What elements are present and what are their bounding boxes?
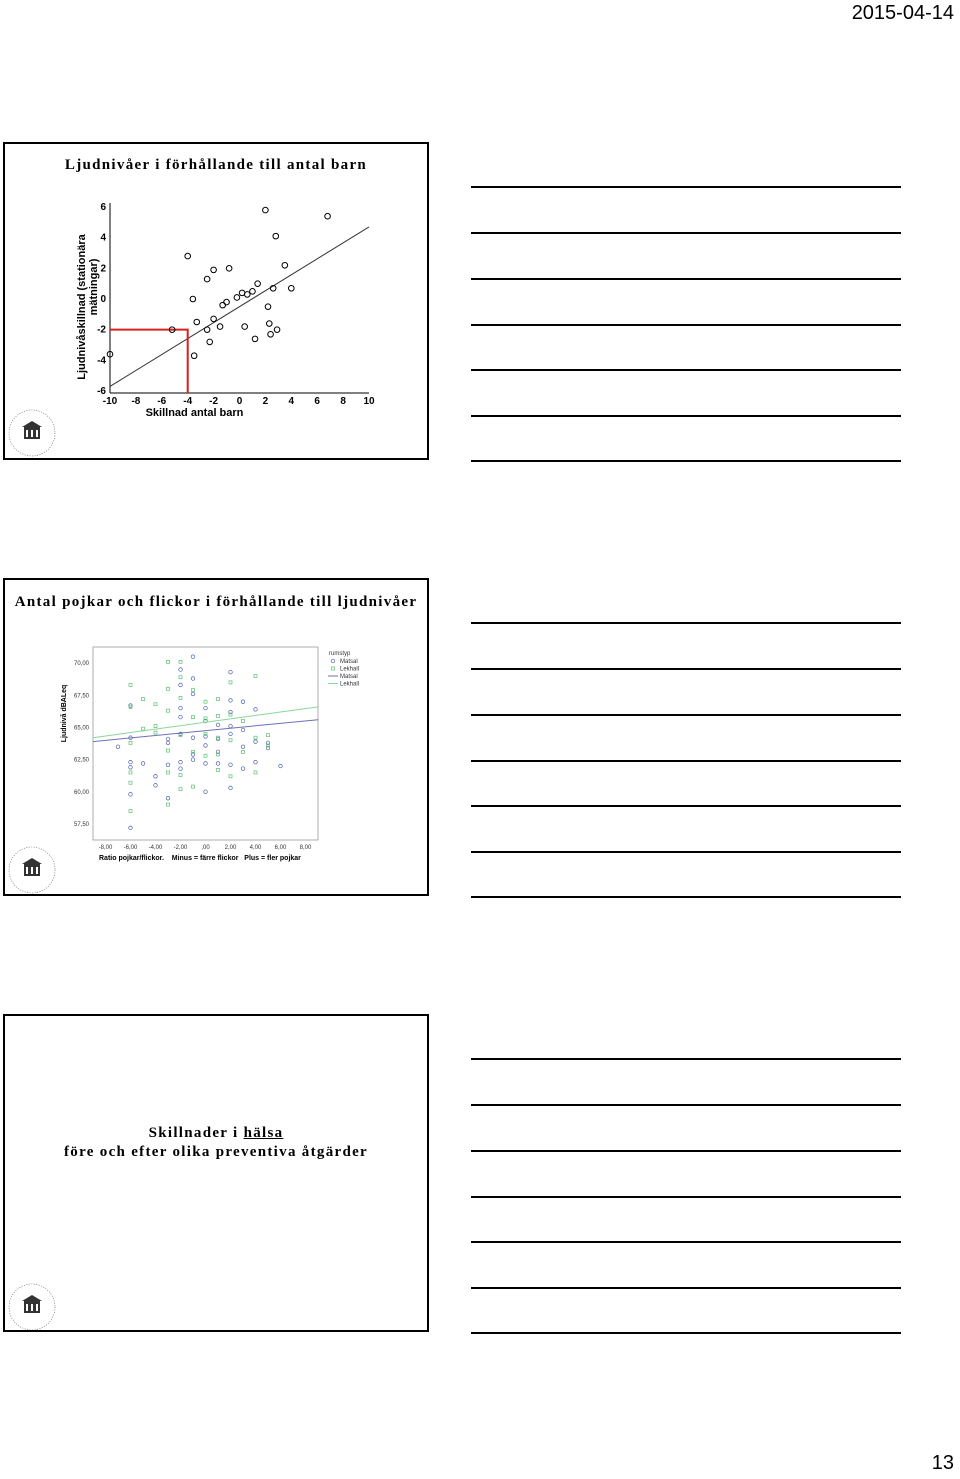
x-tick-label: -4,00 (148, 845, 163, 851)
notes-line (471, 1332, 901, 1334)
scatter-chart-children (5, 144, 427, 458)
notes-line (471, 622, 901, 624)
notes-line (471, 896, 901, 898)
y-tick-label: 0 (100, 294, 106, 305)
data-point (217, 324, 223, 330)
x-tick-label: ,00 (201, 845, 210, 851)
notes-line (471, 1150, 901, 1152)
legend-title: rumstyp (329, 651, 351, 657)
data-point (266, 321, 272, 327)
notes-line (471, 851, 901, 853)
slide-3-title (5, 1124, 427, 1162)
data-point (252, 336, 258, 342)
y-axis-label: Ljudnivå dBALeq (61, 684, 68, 743)
notes-line (471, 369, 901, 371)
x-tick-label: 8 (340, 396, 346, 407)
legend-item-label: Matsal (340, 674, 358, 680)
slide-1-title: Ljudnivåer i förhållande till antal barn (64, 157, 368, 173)
notes-line (471, 668, 901, 670)
notes-line (471, 1196, 901, 1198)
x-tick-label: 4,00 (249, 845, 262, 851)
notes-line (471, 714, 901, 716)
data-point (234, 295, 240, 301)
data-point (185, 253, 191, 259)
x-tick-label: 2,00 (224, 845, 237, 851)
notes-line (471, 278, 901, 280)
legend-item-label: Matsal (340, 659, 358, 665)
y-tick-label: 4 (100, 232, 106, 244)
x-axis-label: Skillnad antal barn (145, 407, 244, 419)
x-tick-label: -6,00 (123, 845, 138, 851)
data-point (289, 285, 295, 291)
y-axis-label: Ljudnivåskillnad (stationära (76, 234, 88, 380)
x-tick-label: 0 (236, 396, 243, 407)
data-point (220, 302, 226, 308)
notes-line (471, 324, 901, 326)
x-tick-label: 8,00 (299, 845, 312, 851)
y-tick-label: -2 (97, 324, 106, 336)
y-tick-label: 65,00 (73, 725, 89, 732)
y-tick-label: 57,50 (73, 821, 89, 828)
data-point (204, 276, 210, 282)
slide-3-title-prefix: Skillnader i (148, 1125, 244, 1141)
data-point (190, 296, 196, 302)
page-number: 13 (931, 1452, 954, 1474)
x-tick-label: 6,00 (274, 845, 287, 851)
legend-marker (331, 659, 335, 663)
notes-line (471, 1241, 901, 1243)
document-date: 2015-04-14 (851, 2, 954, 24)
slide-3-title-underlined: hälsa (243, 1125, 284, 1141)
notes-line (471, 805, 901, 807)
notes-line (471, 415, 901, 417)
data-point (211, 316, 217, 322)
data-point (204, 327, 210, 333)
data-point (194, 319, 200, 325)
data-point (268, 331, 274, 337)
x-axis-label: Ratio pojkar/flickor. Minus = färre flickor Plus = fler pojkar (99, 855, 301, 862)
data-point (226, 266, 232, 272)
notes-line (471, 760, 901, 762)
data-point (191, 353, 197, 359)
data-point (207, 339, 213, 345)
x-tick-label: -4 (183, 396, 193, 407)
x-tick-label: -10 (102, 396, 118, 407)
data-point (244, 292, 250, 298)
x-tick-label: -6 (157, 396, 167, 407)
umea-university-logo (7, 408, 57, 458)
x-tick-label: 10 (363, 396, 375, 407)
slide-3 (3, 1014, 429, 1332)
regression-line (110, 227, 369, 386)
x-tick-label: 2 (262, 396, 269, 407)
x-tick-label: -2 (209, 396, 219, 407)
notes-line (471, 1058, 901, 1060)
data-point (255, 281, 261, 287)
umea-university-logo (7, 845, 57, 895)
y-tick-label: 60,00 (73, 789, 89, 796)
x-tick-label: -2,00 (173, 845, 188, 851)
y-tick-label: 2 (100, 263, 106, 275)
umea-university-logo (7, 1282, 57, 1332)
data-point (211, 267, 217, 273)
y-tick-label: -4 (97, 355, 106, 367)
y-tick-label: 62,50 (73, 757, 89, 764)
x-tick-label: -8,00 (98, 845, 113, 851)
x-tick-label: -8 (131, 396, 141, 407)
x-tick-label: 4 (288, 396, 295, 407)
data-point (242, 324, 248, 330)
data-point (263, 207, 269, 213)
y-tick-label: 70,00 (73, 661, 89, 668)
data-point (325, 213, 331, 219)
slide-3-subtitle: före och efter olika preventiva åtgärder (63, 1144, 369, 1160)
data-point (273, 233, 279, 239)
y-tick-label: 67,50 (73, 693, 89, 700)
legend-item-label: Lekhall (340, 666, 360, 673)
y-tick-label: 6 (100, 202, 106, 213)
data-point (282, 262, 288, 268)
notes-line (471, 1287, 901, 1289)
slide-2-title: Antal pojkar och flickor i förhållande till ljudnivåer (14, 594, 418, 610)
slide-2 (3, 578, 429, 896)
scatter-chart-gender-ratio (5, 580, 427, 894)
y-axis-label-line2: mätningar) (88, 258, 100, 316)
y-tick-label: -6 (97, 386, 106, 397)
data-point (250, 289, 256, 295)
notes-line (471, 232, 901, 234)
highlight-guide-line (110, 330, 188, 393)
data-point (274, 327, 280, 333)
legend-item-label: Lekhall (340, 681, 360, 688)
slide-1 (3, 142, 429, 460)
notes-line (471, 186, 901, 188)
legend-marker (332, 667, 335, 670)
data-point (224, 299, 230, 305)
x-tick-label: 6 (314, 396, 320, 407)
notes-line (471, 460, 901, 462)
data-point (265, 304, 271, 310)
notes-line (471, 1104, 901, 1106)
